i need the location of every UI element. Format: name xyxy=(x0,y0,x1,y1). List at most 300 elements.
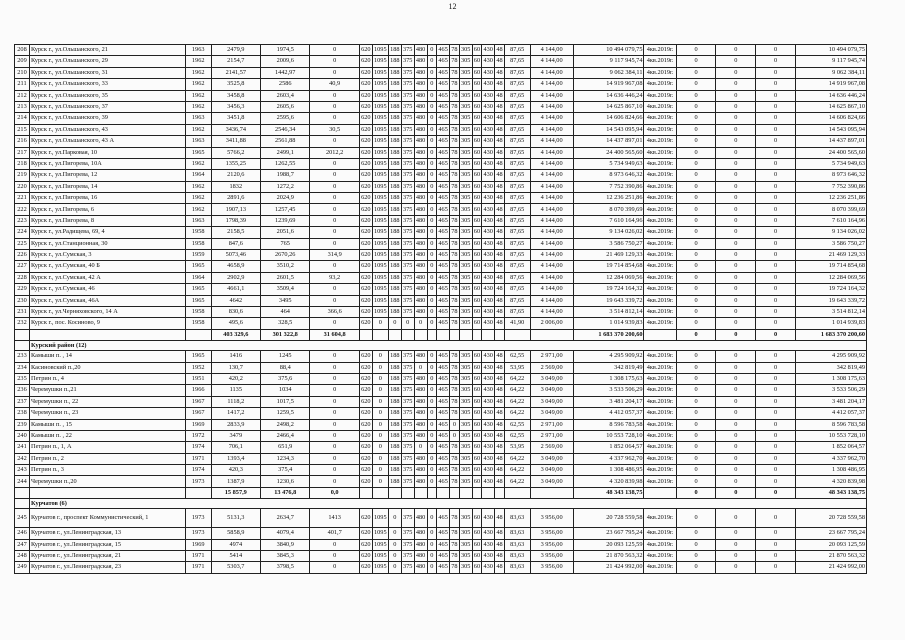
empty-cell xyxy=(15,341,30,351)
address: Курск г., ул.Пигорева, 8 xyxy=(30,215,186,226)
work-rate: 465 xyxy=(437,318,450,329)
work-rate: 620 xyxy=(359,56,372,67)
area-total: 3456,3 xyxy=(211,101,260,112)
build-year: 1951 xyxy=(185,373,211,384)
area-total: 3525,8 xyxy=(211,79,260,90)
area-living: 88,4 xyxy=(261,362,310,373)
work-rate: 375 xyxy=(401,272,414,283)
work-rate: 0 xyxy=(388,528,401,539)
row-total: 4 320 839,98 xyxy=(795,476,866,487)
work-rate: 465 xyxy=(437,67,450,78)
row-total: 14 919 967,08 xyxy=(795,79,866,90)
area-nonliving: 0 xyxy=(310,101,359,112)
fund-3: 0 xyxy=(756,147,796,158)
address: Черемушки п., 23 xyxy=(30,408,186,419)
fund-3: 0 xyxy=(756,551,796,562)
work-rate: 620 xyxy=(359,284,372,295)
build-year: 1962 xyxy=(185,193,211,204)
row-total: 20 728 559,58 xyxy=(795,509,866,528)
fund-3: 0 xyxy=(756,351,796,362)
build-year: 1972 xyxy=(185,430,211,441)
build-year: 1958 xyxy=(185,318,211,329)
fund-2: 0 xyxy=(716,284,756,295)
empty-cell xyxy=(495,487,505,498)
area-total: 2479,9 xyxy=(211,45,260,56)
work-rate: 0 xyxy=(427,396,437,407)
work-rate: 1095 xyxy=(372,528,388,539)
empty-cell xyxy=(459,487,472,498)
area-living: 375,4 xyxy=(261,465,310,476)
row-number: 216 xyxy=(15,136,30,147)
row-total: 9 117 945,74 xyxy=(795,56,866,67)
work-rate: 465 xyxy=(437,396,450,407)
total-cost: 14 606 824,66 xyxy=(573,113,644,124)
work-rate: 620 xyxy=(359,351,372,362)
address: Курск г., ул.Ольшанского, 43 xyxy=(30,124,186,135)
subtotal-row xyxy=(15,487,867,498)
area-nonliving: 0 xyxy=(310,284,359,295)
work-rate: 375 xyxy=(401,465,414,476)
work-rate: 78 xyxy=(450,56,460,67)
work-rate: 465 xyxy=(437,295,450,306)
work-rate: 375 xyxy=(401,90,414,101)
work-rate: 0 xyxy=(427,442,437,453)
work-rate: 48 xyxy=(495,284,505,295)
address: Курск г., ул.Ольшанского, 35 xyxy=(30,90,186,101)
specific-rate: 83,63 xyxy=(504,562,530,573)
area-total: 3458,8 xyxy=(211,90,260,101)
work-rate: 188 xyxy=(388,113,401,124)
row-number: 235 xyxy=(15,373,30,384)
work-rate: 188 xyxy=(388,204,401,215)
work-rate: 465 xyxy=(437,476,450,487)
specific-rate: 64,22 xyxy=(504,408,530,419)
work-rate: 430 xyxy=(482,351,495,362)
address: Курск г., ул.Пигорева, 6 xyxy=(30,204,186,215)
work-rate: 60 xyxy=(472,79,482,90)
subtotal-total: 1 683 370 200,60 xyxy=(795,329,866,340)
address: Курск г., ул.Ольшанского, 37 xyxy=(30,101,186,112)
work-rate: 480 xyxy=(414,250,427,261)
work-rate: 0 xyxy=(372,318,388,329)
work-rate: 305 xyxy=(459,284,472,295)
work-rate: 0 xyxy=(427,551,437,562)
work-rate: 375 xyxy=(401,362,414,373)
work-rate: 0 xyxy=(427,170,437,181)
work-rate: 0 xyxy=(427,124,437,135)
work-rate: 0 xyxy=(427,113,437,124)
work-rate: 430 xyxy=(482,465,495,476)
work-rate: 78 xyxy=(450,442,460,453)
work-rate: 0 xyxy=(427,193,437,204)
unit-cost: 4 144,00 xyxy=(530,204,573,215)
work-rate: 48 xyxy=(495,562,505,573)
work-rate: 465 xyxy=(437,442,450,453)
work-rate: 375 xyxy=(401,396,414,407)
work-rate: 480 xyxy=(414,215,427,226)
work-rate: 78 xyxy=(450,227,460,238)
fund-3: 0 xyxy=(756,113,796,124)
work-rate: 0 xyxy=(372,419,388,430)
area-total: 4974 xyxy=(211,539,260,550)
table-row xyxy=(15,562,867,573)
work-rate: 620 xyxy=(359,261,372,272)
area-living: 375,6 xyxy=(261,373,310,384)
build-year: 1964 xyxy=(185,170,211,181)
work-rate: 1095 xyxy=(372,539,388,550)
unit-cost: 4 144,00 xyxy=(530,284,573,295)
subtotal-fund-2: 0 xyxy=(716,329,756,340)
specific-rate: 87,65 xyxy=(504,136,530,147)
work-rate: 48 xyxy=(495,227,505,238)
work-rate: 60 xyxy=(472,419,482,430)
address: Касиновский п.,20 xyxy=(30,362,186,373)
work-rate: 1095 xyxy=(372,215,388,226)
area-living: 2586 xyxy=(261,79,310,90)
area-nonliving: 2012,2 xyxy=(310,147,359,158)
work-rate: 60 xyxy=(472,250,482,261)
work-rate: 620 xyxy=(359,385,372,396)
work-rate: 78 xyxy=(450,539,460,550)
build-year: 1962 xyxy=(185,181,211,192)
fund-3: 0 xyxy=(756,204,796,215)
total-cost: 3 481 204,17 xyxy=(573,396,644,407)
area-nonliving: 314,9 xyxy=(310,250,359,261)
work-rate: 0 xyxy=(450,430,460,441)
area-living: 765 xyxy=(261,238,310,249)
work-rate: 305 xyxy=(459,193,472,204)
work-rate: 60 xyxy=(472,453,482,464)
area-nonliving: 0 xyxy=(310,453,359,464)
work-rate: 620 xyxy=(359,113,372,124)
repair-period: 4кв.2019г. xyxy=(644,204,676,215)
fund-1: 0 xyxy=(676,306,716,317)
empty-cell xyxy=(644,329,676,340)
work-rate: 78 xyxy=(450,204,460,215)
row-number: 236 xyxy=(15,385,30,396)
work-rate: 60 xyxy=(472,318,482,329)
table-row xyxy=(15,136,867,147)
work-rate: 305 xyxy=(459,509,472,528)
unit-cost: 4 144,00 xyxy=(530,215,573,226)
table-row xyxy=(15,147,867,158)
unit-cost: 4 144,00 xyxy=(530,90,573,101)
work-rate: 465 xyxy=(437,238,450,249)
work-rate: 0 xyxy=(401,318,414,329)
specific-rate: 62,55 xyxy=(504,419,530,430)
specific-rate: 87,65 xyxy=(504,67,530,78)
total-cost: 4 295 909,92 xyxy=(573,351,644,362)
work-rate: 48 xyxy=(495,136,505,147)
repair-period: 4кв.2019г. xyxy=(644,67,676,78)
fund-2: 0 xyxy=(716,101,756,112)
table-row xyxy=(15,284,867,295)
work-rate: 48 xyxy=(495,385,505,396)
table-body xyxy=(15,45,867,574)
work-rate: 480 xyxy=(414,261,427,272)
empty-cell xyxy=(644,487,676,498)
area-living: 2466,4 xyxy=(261,430,310,441)
specific-rate: 87,65 xyxy=(504,181,530,192)
repair-period: 4кв.2019г. xyxy=(644,101,676,112)
repair-period: 4кв.2019г. xyxy=(644,193,676,204)
repair-period: 4кв.2019г. xyxy=(644,90,676,101)
page-number: 12 xyxy=(448,2,457,11)
unit-cost: 2 971,00 xyxy=(530,430,573,441)
work-rate: 620 xyxy=(359,79,372,90)
build-year: 1965 xyxy=(185,147,211,158)
work-rate: 465 xyxy=(437,90,450,101)
total-cost: 10 553 728,10 xyxy=(573,430,644,441)
work-rate: 430 xyxy=(482,408,495,419)
work-rate: 0 xyxy=(427,67,437,78)
area-living: 328,5 xyxy=(261,318,310,329)
fund-2: 0 xyxy=(716,419,756,430)
repair-period: 4кв.2019г. xyxy=(644,227,676,238)
table-row xyxy=(15,227,867,238)
subtotal-cost: 1 683 370 200,60 xyxy=(573,329,644,340)
total-cost: 7 752 390,86 xyxy=(573,181,644,192)
work-rate: 375 xyxy=(401,124,414,135)
fund-2: 0 xyxy=(716,476,756,487)
fund-2: 0 xyxy=(716,90,756,101)
specific-rate: 87,65 xyxy=(504,193,530,204)
repair-period: 4кв.2019г. xyxy=(644,250,676,261)
work-rate: 480 xyxy=(414,136,427,147)
work-rate: 375 xyxy=(401,539,414,550)
row-total: 21 870 563,32 xyxy=(795,551,866,562)
total-cost: 9 134 026,02 xyxy=(573,227,644,238)
work-rate: 305 xyxy=(459,147,472,158)
work-rate: 0 xyxy=(372,453,388,464)
work-rate: 430 xyxy=(482,147,495,158)
work-rate: 48 xyxy=(495,373,505,384)
empty-cell xyxy=(15,499,30,509)
unit-cost: 4 144,00 xyxy=(530,306,573,317)
area-total: 5131,3 xyxy=(211,509,260,528)
fund-3: 0 xyxy=(756,284,796,295)
work-rate: 620 xyxy=(359,539,372,550)
specific-rate: 83,63 xyxy=(504,509,530,528)
total-cost: 21 469 129,33 xyxy=(573,250,644,261)
work-rate: 0 xyxy=(427,261,437,272)
work-rate: 60 xyxy=(472,261,482,272)
fund-3: 0 xyxy=(756,295,796,306)
work-rate: 480 xyxy=(414,147,427,158)
work-rate: 60 xyxy=(472,101,482,112)
build-year: 1959 xyxy=(185,250,211,261)
row-total: 8 070 399,69 xyxy=(795,204,866,215)
work-rate: 0 xyxy=(427,385,437,396)
fund-1: 0 xyxy=(676,170,716,181)
repair-period: 4кв.2019г. xyxy=(644,295,676,306)
work-rate: 305 xyxy=(459,124,472,135)
work-rate: 60 xyxy=(472,147,482,158)
total-cost: 12 284 069,56 xyxy=(573,272,644,283)
work-rate: 188 xyxy=(388,67,401,78)
address: Курск г., ул.Сумская, 46 xyxy=(30,284,186,295)
work-rate: 78 xyxy=(450,170,460,181)
area-nonliving: 0 xyxy=(310,158,359,169)
work-rate: 430 xyxy=(482,215,495,226)
build-year: 1958 xyxy=(185,306,211,317)
fund-1: 0 xyxy=(676,318,716,329)
work-rate: 375 xyxy=(401,147,414,158)
work-rate: 0 xyxy=(427,45,437,56)
total-cost: 7 610 164,96 xyxy=(573,215,644,226)
build-year: 1974 xyxy=(185,442,211,453)
work-rate: 305 xyxy=(459,551,472,562)
specific-rate: 87,65 xyxy=(504,250,530,261)
area-total: 1907,13 xyxy=(211,204,260,215)
area-total: 420,2 xyxy=(211,373,260,384)
work-rate: 0 xyxy=(427,528,437,539)
work-rate: 305 xyxy=(459,136,472,147)
work-rate: 375 xyxy=(401,204,414,215)
area-nonliving: 0 xyxy=(310,295,359,306)
work-rate: 375 xyxy=(401,562,414,573)
fund-2: 0 xyxy=(716,227,756,238)
address: Петрин п., 4 xyxy=(30,373,186,384)
work-rate: 305 xyxy=(459,465,472,476)
table-row xyxy=(15,528,867,539)
work-rate: 0 xyxy=(372,408,388,419)
row-number: 232 xyxy=(15,318,30,329)
work-rate: 375 xyxy=(401,113,414,124)
area-nonliving: 0 xyxy=(310,351,359,362)
total-cost: 8 596 783,58 xyxy=(573,419,644,430)
table-row xyxy=(15,238,867,249)
work-rate: 430 xyxy=(482,79,495,90)
empty-cell xyxy=(359,329,372,340)
fund-3: 0 xyxy=(756,45,796,56)
work-rate: 188 xyxy=(388,238,401,249)
work-rate: 480 xyxy=(414,181,427,192)
fund-1: 0 xyxy=(676,204,716,215)
fund-3: 0 xyxy=(756,509,796,528)
unit-cost: 4 144,00 xyxy=(530,45,573,56)
area-nonliving: 0 xyxy=(310,238,359,249)
fund-3: 0 xyxy=(756,56,796,67)
work-rate: 60 xyxy=(472,551,482,562)
area-living: 2561,88 xyxy=(261,136,310,147)
work-rate: 620 xyxy=(359,408,372,419)
work-rate: 1095 xyxy=(372,158,388,169)
work-rate: 48 xyxy=(495,396,505,407)
build-year: 1967 xyxy=(185,408,211,419)
work-rate: 1095 xyxy=(372,147,388,158)
area-living: 2546,34 xyxy=(261,124,310,135)
address: Курчатов г., ул.Ленинградская, 15 xyxy=(30,539,186,550)
total-cost: 21 870 563,32 xyxy=(573,551,644,562)
work-rate: 0 xyxy=(372,373,388,384)
specific-rate: 64,22 xyxy=(504,476,530,487)
work-rate: 0 xyxy=(427,509,437,528)
work-rate: 0 xyxy=(372,476,388,487)
work-rate: 465 xyxy=(437,430,450,441)
fund-1: 0 xyxy=(676,509,716,528)
row-total: 8 596 783,58 xyxy=(795,419,866,430)
fund-1: 0 xyxy=(676,147,716,158)
work-rate: 188 xyxy=(388,465,401,476)
subtotal-area-nonliving: 31 604,8 xyxy=(310,329,359,340)
empty-cell xyxy=(482,487,495,498)
row-total: 3 481 204,17 xyxy=(795,396,866,407)
area-total: 1135 xyxy=(211,385,260,396)
area-nonliving: 0 xyxy=(310,227,359,238)
fund-2: 0 xyxy=(716,295,756,306)
work-rate: 1095 xyxy=(372,295,388,306)
table-row xyxy=(15,539,867,550)
empty-cell xyxy=(388,329,401,340)
total-cost: 21 424 992,00 xyxy=(573,562,644,573)
work-rate: 480 xyxy=(414,562,427,573)
work-rate: 60 xyxy=(472,465,482,476)
address: Курск г., ул.Ольшанского, 21 xyxy=(30,45,186,56)
unit-cost: 4 144,00 xyxy=(530,136,573,147)
work-rate: 48 xyxy=(495,238,505,249)
empty-cell xyxy=(185,329,211,340)
build-year: 1962 xyxy=(185,79,211,90)
work-rate: 0 xyxy=(427,562,437,573)
work-rate: 0 xyxy=(414,362,427,373)
work-rate: 1095 xyxy=(372,90,388,101)
subtotal-area-total: 15 857,9 xyxy=(211,487,260,498)
fund-1: 0 xyxy=(676,373,716,384)
work-rate: 0 xyxy=(427,272,437,283)
specific-rate: 87,65 xyxy=(504,295,530,306)
work-rate: 480 xyxy=(414,56,427,67)
row-number: 218 xyxy=(15,158,30,169)
fund-2: 0 xyxy=(716,113,756,124)
work-rate: 430 xyxy=(482,272,495,283)
specific-rate: 87,65 xyxy=(504,170,530,181)
fund-1: 0 xyxy=(676,250,716,261)
area-nonliving: 0 xyxy=(310,261,359,272)
work-rate: 375 xyxy=(401,385,414,396)
address: Курск г., ул.Сумская, 40 Б xyxy=(30,261,186,272)
address: Курск г., ул.Ольшанского, 31 xyxy=(30,67,186,78)
specific-rate: 64,22 xyxy=(504,465,530,476)
work-rate: 305 xyxy=(459,204,472,215)
work-rate: 430 xyxy=(482,509,495,528)
unit-cost: 4 144,00 xyxy=(530,238,573,249)
empty-cell xyxy=(450,329,460,340)
work-rate: 48 xyxy=(495,442,505,453)
work-rate: 480 xyxy=(414,373,427,384)
total-cost: 8 973 646,32 xyxy=(573,170,644,181)
empty-cell xyxy=(504,329,530,340)
work-rate: 48 xyxy=(495,45,505,56)
specific-rate: 64,22 xyxy=(504,396,530,407)
work-rate: 465 xyxy=(437,193,450,204)
work-rate: 78 xyxy=(450,408,460,419)
work-rate: 375 xyxy=(401,101,414,112)
fund-1: 0 xyxy=(676,79,716,90)
work-rate: 78 xyxy=(450,181,460,192)
table-row xyxy=(15,250,867,261)
address: Курск г., ул.Парковая, 10 xyxy=(30,147,186,158)
work-rate: 465 xyxy=(437,373,450,384)
work-rate: 620 xyxy=(359,147,372,158)
specific-rate: 87,65 xyxy=(504,238,530,249)
work-rate: 60 xyxy=(472,373,482,384)
empty-cell xyxy=(30,329,186,340)
fund-1: 0 xyxy=(676,261,716,272)
unit-cost: 4 144,00 xyxy=(530,193,573,204)
fund-3: 0 xyxy=(756,238,796,249)
work-rate: 430 xyxy=(482,476,495,487)
